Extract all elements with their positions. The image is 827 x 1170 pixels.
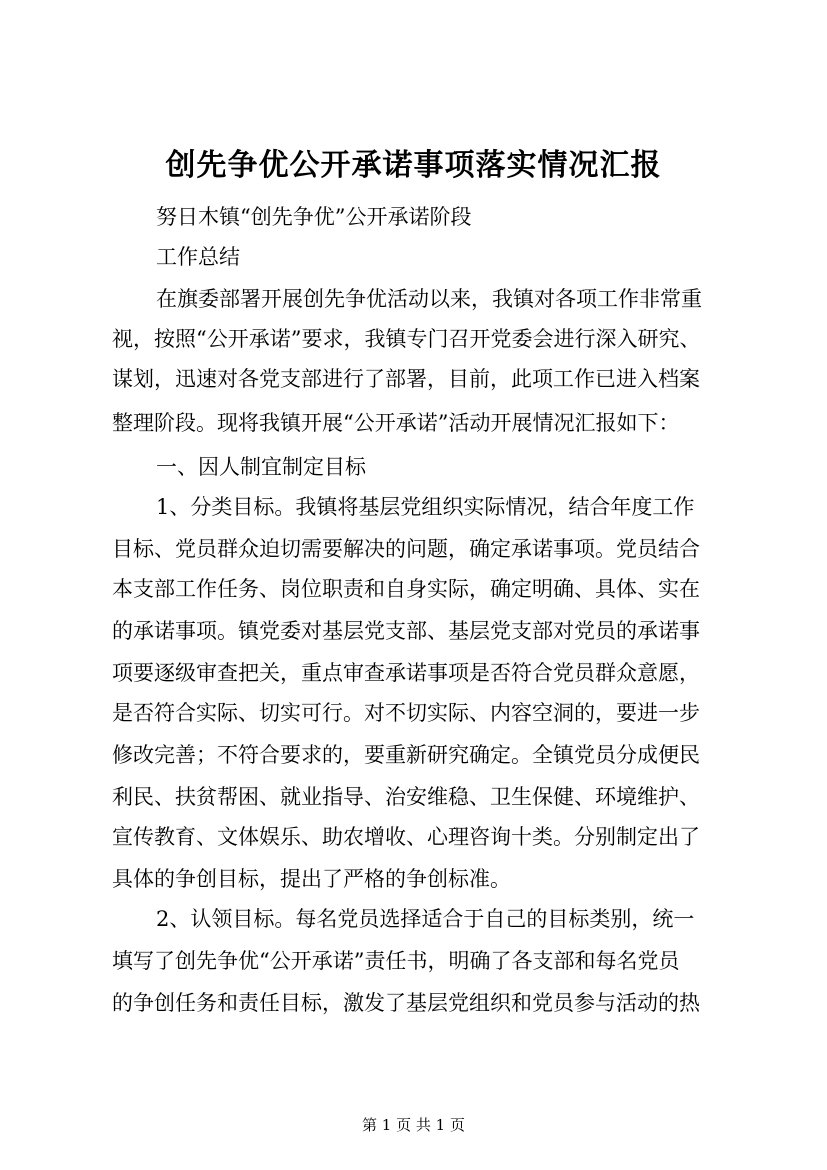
paragraph-2-line-6: 是否符合实际、切实可行。对不切实际、内容空洞的，要进一步 bbox=[112, 701, 700, 725]
section-1-heading: 一、因人制宜制定目标 bbox=[156, 455, 366, 479]
subtitle-line-1: 努日木镇“创先争优”公开承诺阶段 bbox=[156, 205, 472, 229]
paragraph-2-line-3: 本支部工作任务、岗位职责和自身实际，确定明确、具体、实在 bbox=[112, 577, 700, 601]
paragraph-1-line-3: 谋划，迅速对各党支部进行了部署，目前，此项工作已进入档案 bbox=[112, 367, 700, 391]
document-title: 创先争优公开承诺事项落实情况汇报 bbox=[165, 148, 662, 183]
paragraph-2-line-7: 修改完善；不符合要求的，要重新研究确定。全镇党员分成便民 bbox=[112, 743, 700, 767]
paragraph-3-line-2: 填写了创先争优“公开承诺”责任书，明确了各支部和每名党员 bbox=[112, 949, 680, 973]
paragraph-2-line-9: 宣传教育、文体娱乐、助农增收、心理咨询十类。分别制定出了 bbox=[112, 825, 700, 849]
paragraph-2-line-5: 项要逐级审查把关，重点审查承诺事项是否符合党员群众意愿， bbox=[112, 661, 700, 685]
subtitle-line-2: 工作总结 bbox=[156, 245, 240, 269]
page-number: 第 1 页 共 1 页 bbox=[362, 1116, 465, 1134]
paragraph-2-line-2: 目标、党员群众迫切需要解决的问题，确定承诺事项。党员结合 bbox=[112, 537, 700, 561]
paragraph-1-line-1: 在旗委部署开展创先争优活动以来，我镇对各项工作非常重 bbox=[156, 287, 702, 311]
paragraph-1-line-4: 整理阶段。现将我镇开展“公开承诺”活动开展情况汇报如下： bbox=[112, 411, 680, 435]
paragraph-2-line-4: 的承诺事项。镇党委对基层党支部、基层党支部对党员的承诺事 bbox=[112, 619, 700, 643]
paragraph-3-line-3: 的争创任务和责任目标，激发了基层党组织和党员参与活动的热 bbox=[112, 991, 700, 1015]
paragraph-1-line-2: 视，按照“公开承诺”要求，我镇专门召开党委会进行深入研究、 bbox=[112, 327, 701, 351]
paragraph-3-line-1: 2、认领目标。每名党员选择适合于自己的目标类别，统一 bbox=[156, 907, 695, 931]
paragraph-2-line-1: 1、分类目标。我镇将基层党组织实际情况，结合年度工作 bbox=[156, 495, 695, 519]
paragraph-2-line-10: 具体的争创目标，提出了严格的争创标准。 bbox=[112, 867, 511, 891]
paragraph-2-line-8: 利民、扶贫帮困、就业指导、治安维稳、卫生保健、环境维护、 bbox=[112, 785, 700, 809]
